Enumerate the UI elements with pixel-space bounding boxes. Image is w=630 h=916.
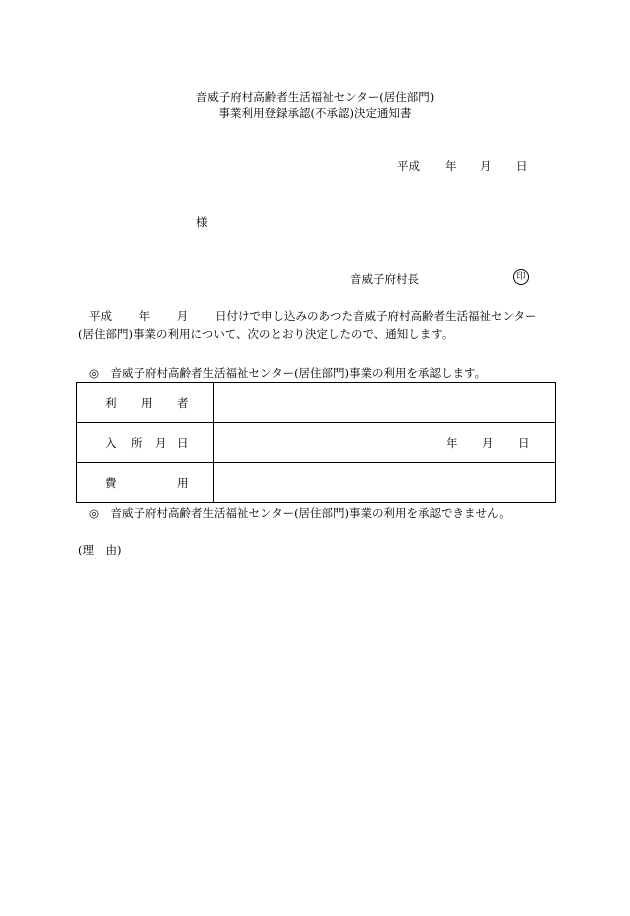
label-char: 利 bbox=[105, 396, 117, 410]
date-year: 年 bbox=[445, 159, 457, 173]
value-day: 日 bbox=[518, 436, 530, 450]
table-row bbox=[77, 423, 556, 463]
title-line-1: 音威子府村高齢者生活福祉センター(居住部門) bbox=[195, 90, 435, 104]
deny-statement: ◎ 音威子府村高齢者生活福祉センター(居住部門)事業の利用を承認できません。 bbox=[89, 506, 511, 520]
body-line-1: 平成 年 月 日付けで申し込みのあつた音威子府村高齢者生活福祉センター bbox=[89, 309, 537, 323]
value-user bbox=[214, 383, 556, 423]
label-char: 費 bbox=[105, 476, 117, 490]
table-row bbox=[77, 463, 556, 503]
title-line-2: 事業利用登録承認(不承認)決定通知書 bbox=[218, 106, 412, 120]
label-char: 所 bbox=[131, 436, 143, 450]
approve-statement: ◎ 音威子府村高齢者生活福祉センター(居住部門)事業の利用を承認します。 bbox=[89, 366, 487, 380]
date-month: 月 bbox=[480, 159, 492, 173]
date-day: 日 bbox=[516, 159, 528, 173]
label-admission-date bbox=[77, 423, 214, 463]
label-cost bbox=[77, 463, 214, 503]
seal-mark: 印 bbox=[513, 269, 529, 285]
label-user bbox=[77, 383, 214, 423]
label-char: 用 bbox=[141, 396, 153, 410]
label-char: 日 bbox=[177, 436, 189, 450]
issuer-name: 音威子府村長 bbox=[350, 272, 419, 286]
value-cost bbox=[214, 463, 556, 503]
reason-label: (理 由) bbox=[78, 543, 122, 557]
value-month: 月 bbox=[482, 436, 494, 450]
value-year: 年 bbox=[446, 436, 458, 450]
label-char: 月 bbox=[155, 436, 167, 450]
decision-table bbox=[76, 382, 556, 503]
label-char: 入 bbox=[105, 436, 117, 450]
date-era: 平成 bbox=[397, 159, 420, 173]
body-line-2: (居住部門)事業の利用について、次のとおり決定したので、通知します。 bbox=[78, 327, 454, 341]
table-row bbox=[77, 383, 556, 423]
label-char: 者 bbox=[177, 396, 189, 410]
addressee-suffix: 様 bbox=[196, 215, 208, 229]
value-admission-date bbox=[214, 423, 556, 463]
label-char: 用 bbox=[177, 476, 189, 490]
